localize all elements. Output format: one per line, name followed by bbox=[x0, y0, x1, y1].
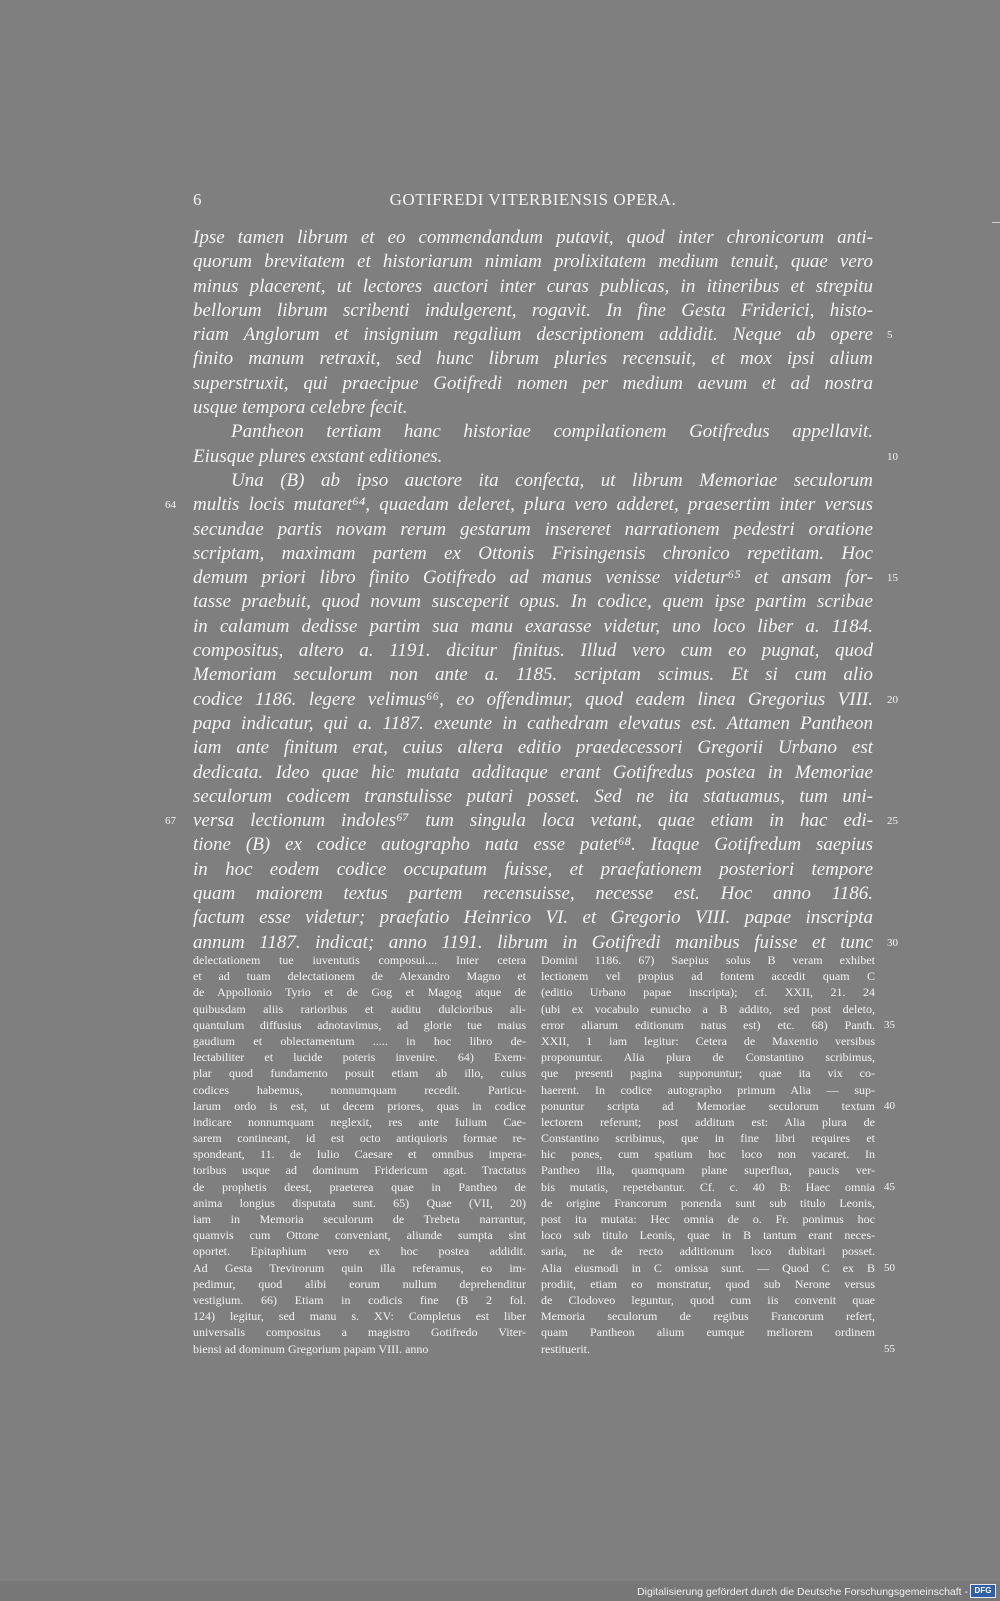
footnote-line: et ad tuam delectationem de Alexandro Magno et bbox=[193, 969, 526, 984]
text-line-content: tione (B) ex codice autographo nata esse patet⁶⁸. Itaque Gotifredum saepius bbox=[193, 834, 873, 856]
footnote-margin-mark: 64 bbox=[165, 499, 176, 512]
text-line bbox=[193, 226, 873, 250]
page-header bbox=[193, 190, 873, 212]
text-line bbox=[193, 420, 873, 444]
text-line-content: quam maiorem textus partem recensuisse, necesse est. Hoc anno 1186. bbox=[193, 883, 873, 905]
footnote-line: que presenti pagina supponuntur; quae ita vix co- bbox=[541, 1066, 875, 1081]
footnote-line: lectionem vel propius ad fontem accedit quam C bbox=[541, 969, 875, 984]
text-line bbox=[193, 906, 873, 930]
footnote-line: oportet. Epitaphium vero ex hoc postea addidit. bbox=[193, 1244, 526, 1259]
text-line-content: Memoriam seculorum non ante a. 1185. scriptam scimus. Et si cum alio bbox=[193, 664, 873, 686]
text-line bbox=[193, 736, 873, 760]
text-line-content: usque tempora celebre fecit. bbox=[193, 397, 408, 419]
text-line-content: finito manum retraxit, sed hunc librum pluries recensuit, et mox ipsi alium bbox=[193, 348, 873, 370]
footnote-line: haerent. In codice autographo primum Alia — sup- bbox=[541, 1082, 875, 1097]
footnote-line: lectorem referunt; post additum est: Alia plura de bbox=[541, 1114, 875, 1129]
line-number: 25 bbox=[887, 815, 898, 828]
text-line-content: dedicata. Ideo quae hic mutata additaque erant Gotifredus postea in Memoriae bbox=[193, 761, 873, 783]
text-line-content: iam ante finitum erat, cuius altera editio praedecessori Gregorii Urbano est bbox=[193, 737, 873, 759]
text-line bbox=[193, 566, 898, 590]
main-text bbox=[165, 226, 898, 955]
footnote-line: (ubi ex vocabulo eunucho a B addito, sed post deleto, bbox=[541, 1001, 875, 1016]
footnotes-left-column bbox=[193, 952, 526, 1357]
text-line-content: tasse praebuit, quod novum susceperit opus. In codice, quem ipse partim scribae bbox=[193, 591, 873, 613]
text-line-content: in calamum dedisse partim sua manu exarasse videtur, uno loco liber a. 1184. bbox=[193, 615, 873, 637]
footnote-line-number: 50 bbox=[884, 1261, 895, 1274]
text-line bbox=[193, 323, 893, 347]
text-line-content: annum 1187. indicat; anno 1191. librum in Gotifredi manibus fuisse et tunc bbox=[193, 931, 873, 953]
page-number: 6 bbox=[193, 190, 202, 209]
footnote-line: gaudium et oblectamentum ..... in hoc libro de- bbox=[193, 1033, 526, 1048]
footnote-line: de Clodoveo leguntur, quod cum iis convenit quae bbox=[541, 1292, 875, 1307]
text-line bbox=[193, 833, 873, 857]
text-line bbox=[165, 809, 898, 833]
text-line bbox=[193, 372, 873, 396]
footnote-line: bis mutatis, repetebantur. Cf. c. 40 B: Haec omnia bbox=[541, 1179, 875, 1194]
footnote-line: ponuntur scripta ad Memoriae seculorum textum bbox=[541, 1098, 875, 1113]
footnote-line: (editio Urbano papae inscripta); cf. XXII, 21. 24 bbox=[541, 985, 875, 1000]
text-line bbox=[193, 639, 873, 663]
text-line bbox=[193, 299, 873, 323]
footnote-line: anima longius disputata sunt. 65) Quae (VII, 20) bbox=[193, 1195, 526, 1210]
dfg-logo: DFG bbox=[970, 1584, 996, 1598]
footnotes-right-column bbox=[541, 952, 875, 1357]
footnote-line-number: 35 bbox=[884, 1018, 895, 1031]
footnote-line: lectabiliter et lucide poteris invenire. 64) Exem- bbox=[193, 1050, 526, 1065]
footnote-line: saria, ne de recto additionum loco dubitari posset. bbox=[541, 1244, 875, 1259]
footnote-line: codices habemus, nonnumquam recedit. Particu- bbox=[193, 1082, 526, 1097]
footnote-line: quantulum diffusius adnotavimus, ad glorie tue maius bbox=[193, 1017, 526, 1032]
footnote-line: larum ordo is est, ut decem priores, quas in codice bbox=[193, 1098, 526, 1113]
footnote-line: indicare nonnumquam neglexit, res ante Iulium Cae- bbox=[193, 1114, 526, 1129]
text-line bbox=[193, 712, 873, 736]
scan-edge-mark bbox=[992, 222, 1000, 223]
text-line bbox=[193, 250, 873, 274]
footnote-line: pedimur, quod alibi eorum nullum deprehenditur bbox=[193, 1276, 526, 1291]
text-line-content: Pantheon tertiam hanc historiae compilationem Gotifredus appellavit. bbox=[231, 421, 873, 443]
text-line-content: scriptam, maximam partem ex Ottonis Frisingensis chronico repetitam. Hoc bbox=[193, 542, 873, 564]
footnote-line: hic pones, cum spatium hoc loco non vacaret. In bbox=[541, 1147, 875, 1162]
line-number: 20 bbox=[887, 693, 898, 706]
text-line-content: Eiusque plures exstant editiones. bbox=[193, 445, 443, 467]
footnote-line: loco sub titulo Leonis, quae in B tantum erant neces- bbox=[541, 1228, 875, 1243]
running-title: GOTIFREDI VITERBIENSIS OPERA. bbox=[389, 190, 677, 209]
footnote-line: biensi ad dominum Gregorium papam VIII. anno bbox=[193, 1341, 429, 1356]
footnote-line: iam in Memoria seculorum de Trebeta narrantur, bbox=[193, 1212, 526, 1226]
text-line-content: versa lectionum indoles⁶⁷ tum singula loca vetant, quae etiam in hac edi- bbox=[193, 810, 873, 832]
footnote-line: spondeant, 11. de Iulio Caesare et omnibus impera- bbox=[193, 1147, 526, 1162]
text-line bbox=[193, 663, 873, 687]
footnote-line: plar quod fundamento posuit etiam ab illo, cuius bbox=[193, 1066, 526, 1081]
text-line bbox=[193, 275, 873, 299]
footnote-line: quibusdam aliis rarioribus et auditu dulcioribus ali- bbox=[193, 1001, 526, 1016]
text-line bbox=[193, 688, 898, 712]
line-number: 10 bbox=[887, 450, 898, 463]
text-line bbox=[193, 445, 898, 469]
text-line-content: factum esse videtur; praefatio Heinrico VI. et Gregorio VIII. papae inscripta bbox=[193, 907, 873, 929]
footnote-line: 124) legitur, sed manu s. XV: Completus est liber bbox=[193, 1309, 526, 1324]
footnote-line: prodiit, etiam eo monstratur, quod sub Nerone versus bbox=[541, 1276, 875, 1291]
text-line bbox=[193, 761, 873, 785]
footnote-line: Pantheo illa, quamquam plane superflua, paucis ver- bbox=[541, 1163, 875, 1178]
footnote-line: de Appollonio Tyrio et de Gog et Magog atque de bbox=[193, 985, 526, 1000]
text-line bbox=[193, 858, 873, 882]
text-line-content: superstruxit, qui praecipue Gotifredi nomen per medium aevum et ad nostra bbox=[193, 372, 873, 394]
text-line bbox=[193, 590, 873, 614]
footnote-line: Alia eiusmodi in C omissa sunt. — Quod C ex B bbox=[541, 1260, 875, 1275]
text-line-content: codice 1186. legere velimus⁶⁶, eo offendimur, quod eadem linea Gregorius VIII. bbox=[193, 688, 873, 710]
line-number: 30 bbox=[887, 936, 898, 949]
text-line bbox=[193, 396, 873, 420]
text-line-content: minus placerent, ut lectores auctori inter curas publicas, in itineribus et strepitu bbox=[193, 275, 873, 297]
text-line-content: bellorum librum scribenti indulgerent, rogavit. In fine Gesta Friderici, histo- bbox=[193, 299, 873, 321]
footnote-line: Domini 1186. 67) Saepius solus B veram exhibet bbox=[541, 953, 875, 967]
text-line bbox=[193, 518, 873, 542]
text-line bbox=[193, 469, 873, 493]
text-line-content: papa indicatur, qui a. 1187. exeunte in cathedram elevatus est. Attamen Pantheon bbox=[193, 712, 873, 734]
footnote-line: Constantino scribimus, que in fine libri requires et bbox=[541, 1131, 875, 1146]
footnote-line: toribus usque ad dominum Fridericum agat. Tractatus bbox=[193, 1163, 526, 1178]
text-line-content: multis locis mutaret⁶⁴, quaedam deleret, plura vero adderet, praesertim inter versus bbox=[193, 494, 873, 516]
text-line bbox=[165, 493, 873, 517]
footnote-line: post ita mutata: Hec omnia de o. Fr. ponimus hoc bbox=[541, 1212, 875, 1226]
text-line bbox=[193, 882, 873, 906]
digitization-credit: Digitalisierung gefördert durch die Deutsche Forschungsgemeinschaft - bbox=[637, 1586, 968, 1598]
footnote-line: quam Pantheon alium eumque meliorem ordinem bbox=[541, 1325, 875, 1340]
footnote-line: restituerit. bbox=[541, 1341, 590, 1356]
text-line-content: Ipse tamen librum et eo commendandum putavit, quod inter chronicorum anti- bbox=[193, 227, 873, 248]
footnote-margin-mark: 67 bbox=[165, 815, 176, 828]
footnote-line: Ad Gesta Trevirorum quin illa referamus, eo im- bbox=[193, 1260, 526, 1275]
line-number: 15 bbox=[887, 572, 898, 585]
text-line-content: secundae partis novam rerum gestarum insereret narrationem pedestri oratione bbox=[193, 518, 873, 540]
footnote-line: proponuntur. Alia plura de Constantino scribimus, bbox=[541, 1050, 875, 1065]
text-line-content: quorum brevitatem et historiarum nimiam prolixitatem medium tenuit, quae vero bbox=[193, 251, 873, 273]
text-line bbox=[193, 785, 873, 809]
text-line-content: compositus, altero a. 1191. dicitur finitus. Illud vero cum eo pugnat, quod bbox=[193, 640, 873, 662]
text-line-content: in hoc eodem codice occupatum fuisse, et praefationem posteriori tempore bbox=[193, 858, 873, 880]
footnote-line: sarem contineant, id est octo antiquioris formae re- bbox=[193, 1131, 526, 1146]
footnote-line: quamvis cum Ottone conveniant, aliunde sumpta sint bbox=[193, 1228, 526, 1243]
text-line-content: seculorum codicem transtulisse putari posset. Sed ne ita statuamus, tum uni- bbox=[193, 785, 873, 807]
footnote-line-number: 45 bbox=[884, 1180, 895, 1193]
footnote-line: de origine Francorum ponenda sunt sub titulo Leonis, bbox=[541, 1195, 875, 1210]
footnote-line-number: 55 bbox=[884, 1342, 895, 1355]
footnote-line: universalis compositus a magistro Gotifredo Viter- bbox=[193, 1325, 526, 1340]
text-line-content: Una (B) ab ipso auctore ita confecta, ut librum Memoriae seculorum bbox=[231, 469, 873, 491]
text-line-content: riam Anglorum et insignium regalium descriptionem addidit. Neque ab opere bbox=[193, 324, 873, 346]
footnote-line-number: 40 bbox=[884, 1099, 895, 1112]
footnote-line: XXII, 1 iam legitur: Cetera de Maxentio versibus bbox=[541, 1033, 875, 1048]
footnote-line: Memoria seculorum de regibus Francorum refert, bbox=[541, 1309, 875, 1324]
footnote-line: vestigium. 66) Etiam in codicis fine (B 2 fol. bbox=[193, 1292, 526, 1307]
footnote-line: de prophetis deest, praeterea quae in Pantheo de bbox=[193, 1179, 526, 1194]
text-line bbox=[193, 347, 873, 371]
footnote-line: delectationem tue iuventutis composui.... Inter cetera bbox=[193, 953, 526, 967]
text-line bbox=[193, 615, 873, 639]
footnote-line: error aliarum editionum natus est) etc. 68) Panth. bbox=[541, 1017, 875, 1032]
text-line bbox=[193, 542, 873, 566]
line-number: 5 bbox=[887, 329, 893, 342]
text-line-content: demum priori libro finito Gotifredo ad manus venisse videtur⁶⁵ et ansam for- bbox=[193, 567, 873, 589]
